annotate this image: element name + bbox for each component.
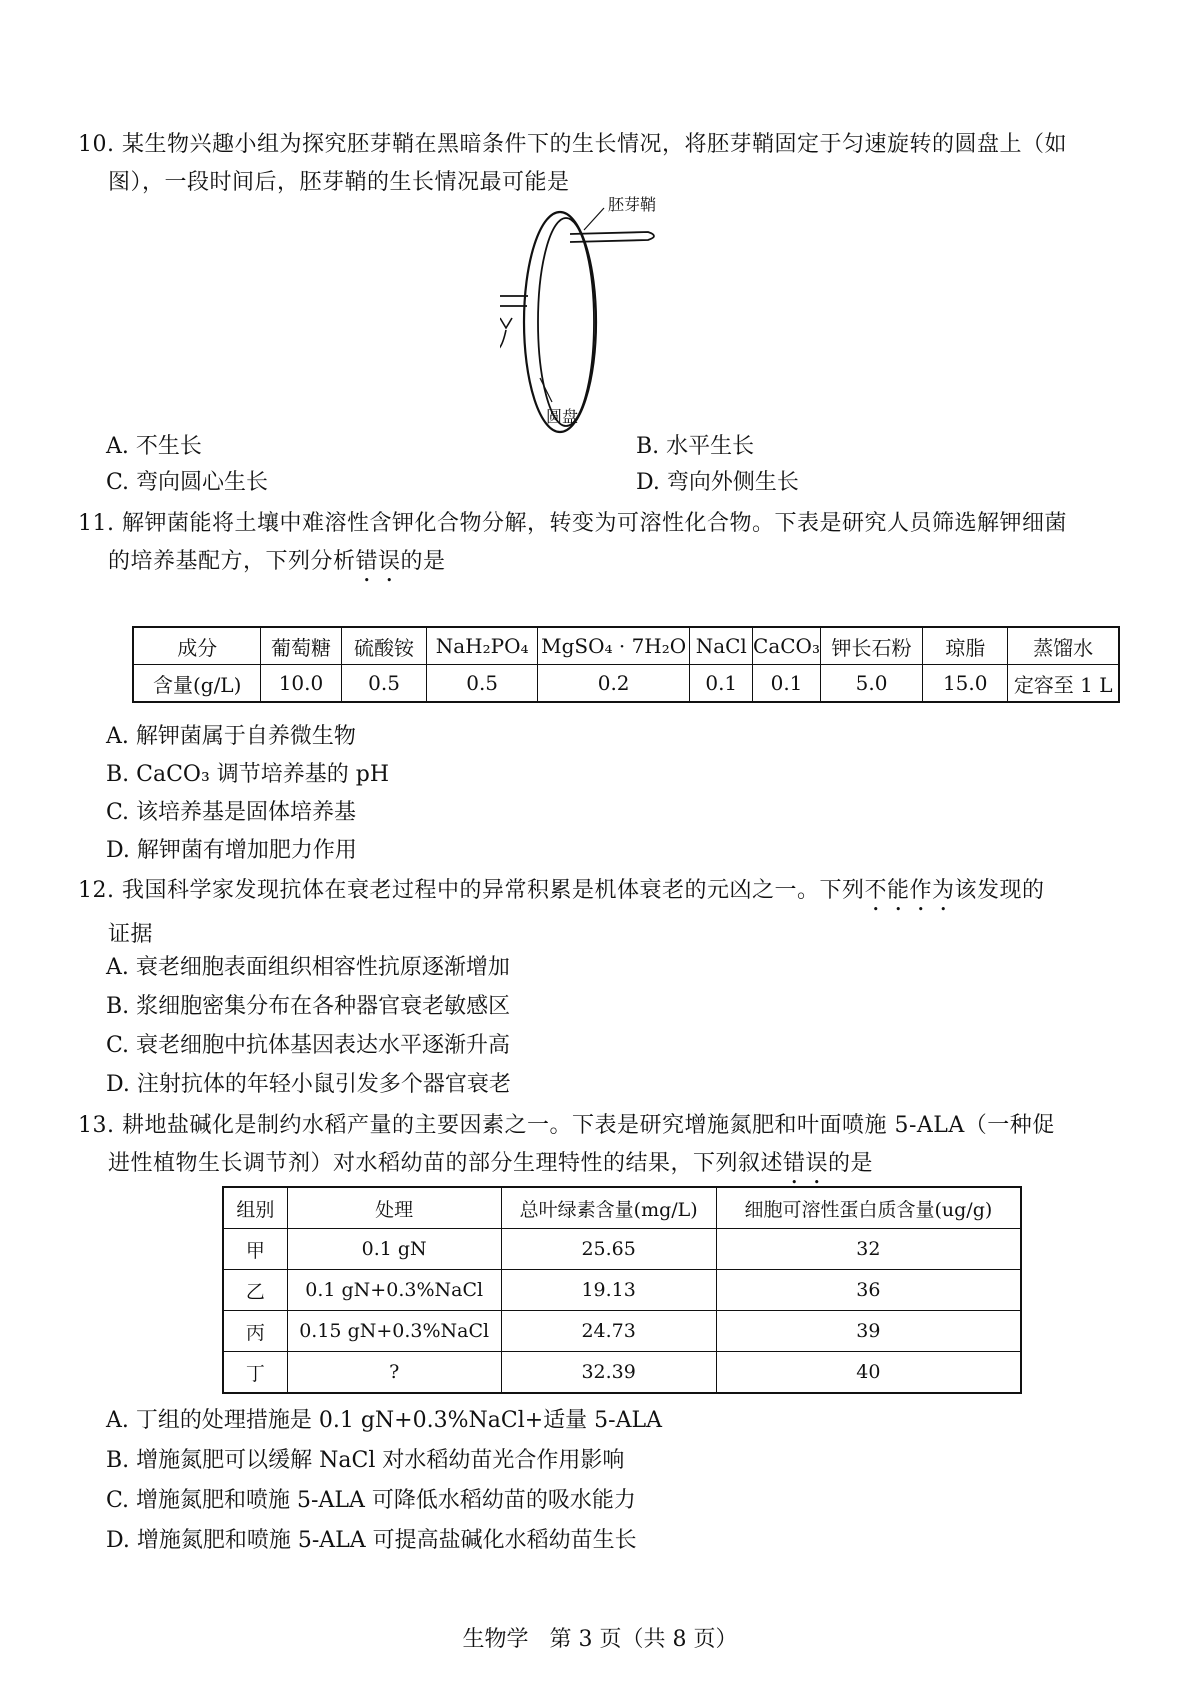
q13-h0: 组别: [223, 1187, 287, 1229]
q13-stem-line2: [78, 1145, 1158, 1189]
q11-c6: 0.1: [753, 665, 821, 703]
q11-table-header-row: [133, 627, 1119, 665]
q11-h7: 钾长石粉: [820, 627, 922, 665]
q11-stem-line1: 11. 解钾菌能将土壤中难溶性含钾化合物分解，转变为可溶性化合物。下表是研究人员筛选解钾细菌: [78, 511, 1067, 536]
q11-h0: 成分: [133, 627, 261, 665]
q13-r2-c0: 丙: [223, 1311, 287, 1352]
q11-c8: 15.0: [923, 665, 1008, 703]
table-row: [223, 1270, 1021, 1311]
q13-r1-c1: 0.1 gN+0.3%NaCl: [287, 1270, 501, 1311]
q13-r2-c1: 0.15 gN+0.3%NaCl: [287, 1311, 501, 1352]
q11-stem-line2: [78, 543, 1138, 587]
q11-option-c: C. 该培养基是固体培养基: [106, 800, 357, 825]
q13-option-c: C. 增施氮肥和喷施 5-ALA 可降低水稻幼苗的吸水能力: [106, 1488, 636, 1513]
q11-h2: 硫酸铵: [341, 627, 427, 665]
q13-option-d: D. 增施氮肥和喷施 5-ALA 可提高盐碱化水稻幼苗生长: [106, 1528, 637, 1553]
q11-h4: MgSO₄ · 7H₂O: [537, 627, 690, 665]
q11-c0: 含量(g/L): [133, 665, 261, 703]
q11-h3: NaH₂PO₄: [427, 627, 537, 665]
q12-stem-line1: [78, 872, 1158, 916]
q11-option-d: D. 解钾菌有增加肥力作用: [106, 838, 357, 863]
question-10: [78, 126, 1138, 202]
q13-line2-post: 的是: [828, 1151, 874, 1176]
q12-option-c: C. 衰老细胞中抗体基因表达水平逐渐升高: [106, 1033, 511, 1058]
q11-h9: 蒸馏水: [1008, 627, 1119, 665]
q10-stem-line1: 10. 某生物兴趣小组为探究胚芽鞘在黑暗条件下的生长情况，将胚芽鞘固定于匀速旋转的圆盘上（如: [78, 132, 1067, 157]
rotation-arrow: [500, 318, 512, 328]
q12-line1-pre: 12. 我国科学家发现抗体在衰老过程中的异常积累是机体衰老的元凶之一。下列: [78, 878, 865, 903]
q13-table-header-row: [223, 1187, 1021, 1229]
q11-table: [132, 626, 1120, 703]
q13-table: [222, 1186, 1022, 1394]
q13-r0-c3: 32: [716, 1229, 1021, 1270]
q11-option-b: B. CaCO₃ 调节培养基的 pH: [106, 762, 390, 787]
question-11: [78, 505, 1138, 587]
q13-r0-c1: 0.1 gN: [287, 1229, 501, 1270]
q13-r0-c2: 25.65: [501, 1229, 716, 1270]
q11-c5: 0.1: [690, 665, 753, 703]
question-12: [78, 872, 1158, 954]
q11-c7: 5.0: [820, 665, 922, 703]
q12-stem-line2: 证据: [108, 922, 154, 947]
q13-h1: 处理: [287, 1187, 501, 1229]
q10-option-c: C. 弯向圆心生长: [106, 470, 269, 495]
question-13: [78, 1107, 1158, 1189]
q11-line2-pre: 的培养基配方，下列分析: [108, 549, 356, 574]
q10-stem-line2: 图），一段时间后，胚芽鞘的生长情况最可能是: [108, 170, 570, 195]
q13-r3-c2: 32.39: [501, 1352, 716, 1394]
q13-option-a: A. 丁组的处理措施是 0.1 gN+0.3%NaCl+适量 5-ALA: [106, 1408, 662, 1433]
label-leader-coleoptile: [584, 208, 604, 230]
table-row: [223, 1352, 1021, 1394]
q13-r3-c1: ?: [287, 1352, 501, 1394]
q11-c3: 0.5: [427, 665, 537, 703]
q13-r1-c3: 36: [716, 1270, 1021, 1311]
q13-r2-c3: 39: [716, 1311, 1021, 1352]
q13-stem-line1: 13. 耕地盐碱化是制约水稻产量的主要因素之一。下表是研究增施氮肥和叶面喷施 5-ALA（一种促: [78, 1113, 1055, 1138]
label-disc: 圆盘: [546, 407, 579, 426]
q13-h2: 总叶绿素含量(mg/L): [501, 1187, 716, 1229]
q11-table-row: [133, 665, 1119, 703]
q13-line2-pre: 进性植物生长调节剂）对水稻幼苗的部分生理特性的结果，下列叙述: [108, 1151, 784, 1176]
q11-c1: 10.0: [261, 665, 341, 703]
q13-option-b: B. 增施氮肥可以缓解 NaCl 对水稻幼苗光合作用影响: [106, 1448, 625, 1473]
q13-r2-c2: 24.73: [501, 1311, 716, 1352]
q10-diagram: [500, 195, 740, 455]
q12-option-b: B. 浆细胞密集分布在各种器官衰老敏感区: [106, 994, 511, 1019]
q13-line2-emphasis: 错误: [783, 1151, 829, 1176]
q11-c9: 定容至 1 L: [1008, 665, 1119, 703]
rotating-disc-diagram: [500, 200, 740, 455]
q11-line2-post: 的是: [400, 549, 446, 574]
q11-h1: 葡萄糖: [261, 627, 341, 665]
q11-h8: 琼脂: [923, 627, 1008, 665]
q10-option-b: B. 水平生长: [636, 434, 755, 459]
q11-h6: CaCO₃: [753, 627, 821, 665]
q12-line1-emphasis: 不能作为: [864, 878, 955, 903]
q11-option-a: A. 解钾菌属于自养微生物: [106, 724, 356, 749]
q13-h3: 细胞可溶性蛋白质含量(ug/g): [716, 1187, 1021, 1229]
q13-r0-c0: 甲: [223, 1229, 287, 1270]
table-row: [223, 1229, 1021, 1270]
label-leader-disc: [540, 378, 552, 402]
q13-r3-c3: 40: [716, 1352, 1021, 1394]
q12-line1-post: 该发现的: [954, 878, 1045, 903]
q11-c2: 0.5: [341, 665, 427, 703]
label-coleoptile: 胚芽鞘: [608, 195, 657, 214]
q12-option-d: D. 注射抗体的年轻小鼠引发多个器官衰老: [106, 1072, 511, 1097]
q13-r1-c2: 19.13: [501, 1270, 716, 1311]
q13-r1-c0: 乙: [223, 1270, 287, 1311]
q11-line2-emphasis: 错误: [355, 549, 401, 574]
q11-c4: 0.2: [537, 665, 690, 703]
table-row: [223, 1311, 1021, 1352]
q13-r3-c0: 丁: [223, 1352, 287, 1394]
page-footer: 生物学 第 3 页（共 8 页）: [462, 1627, 738, 1652]
disc-inner: [538, 218, 594, 426]
q10-option-d: D. 弯向外侧生长: [636, 470, 799, 495]
q11-h5: NaCl: [690, 627, 753, 665]
q12-option-a: A. 衰老细胞表面组织相容性抗原逐渐增加: [106, 955, 510, 980]
q10-option-a: A. 不生长: [106, 434, 202, 459]
